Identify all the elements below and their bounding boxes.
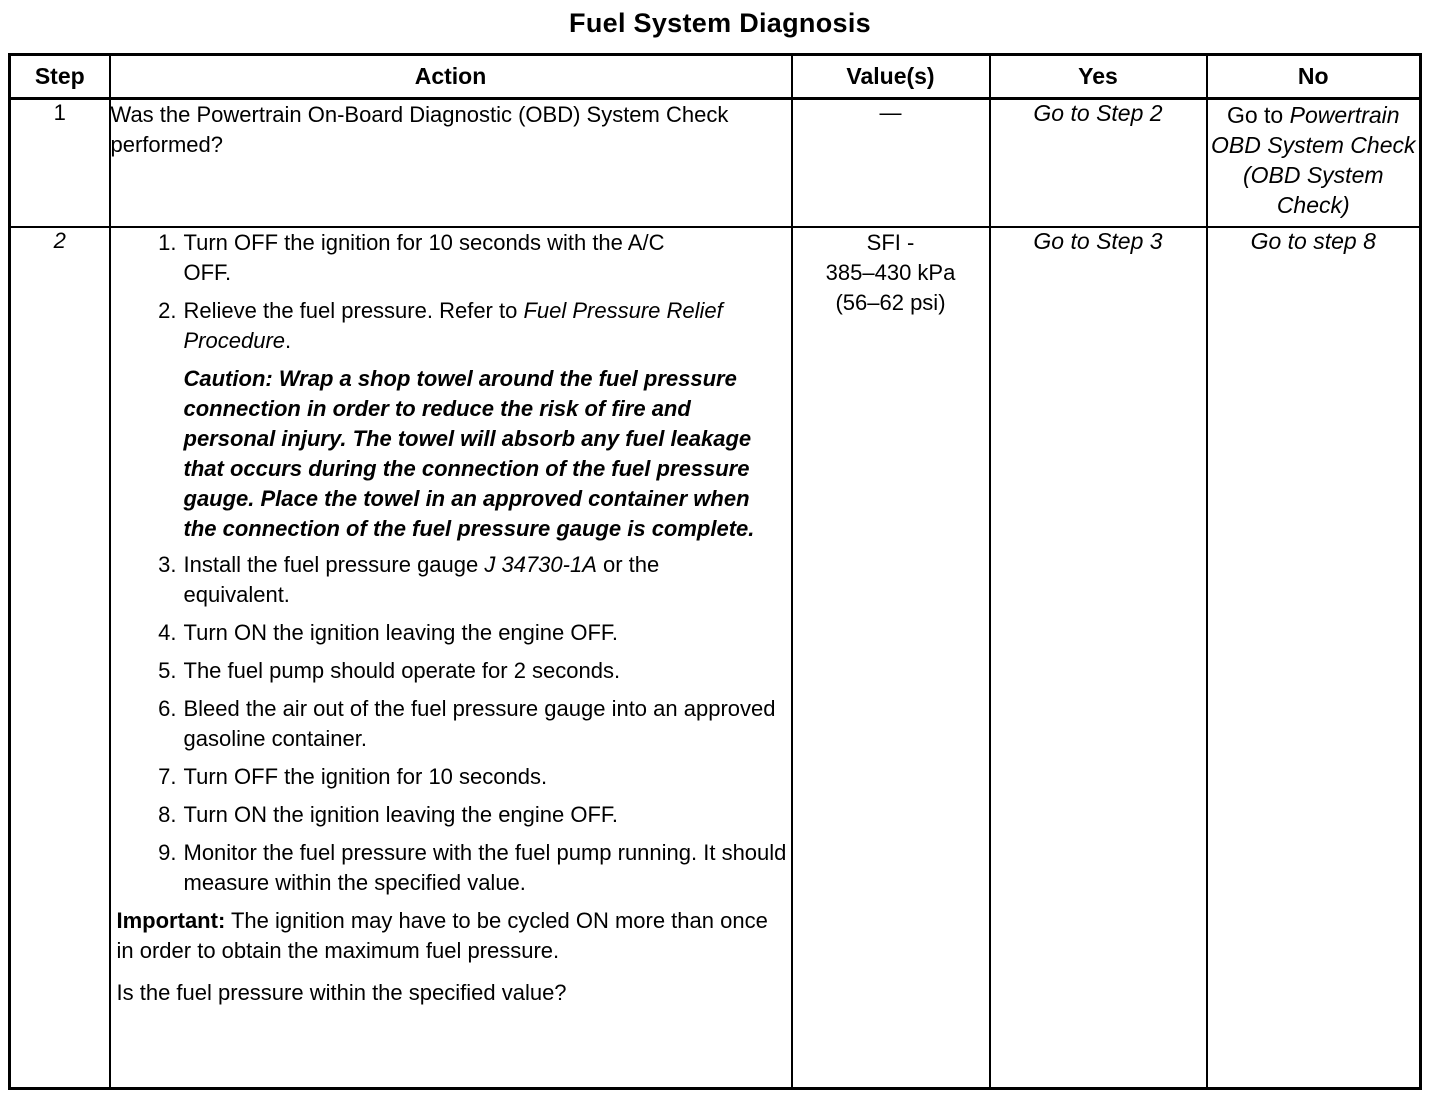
list-item: 3. Install the fuel pressure gauge J 34730-1A or the equivalent. <box>158 551 660 607</box>
list-item: 5. The fuel pump should operate for 2 seconds. <box>158 657 621 683</box>
header-yes: Yes <box>990 55 1207 99</box>
list-item: 9. Monitor the fuel pressure with the fuel pump running. It should measure within the specified value. <box>158 839 787 895</box>
no-cell <box>1207 99 1421 227</box>
procedure-list <box>111 228 791 356</box>
header-row <box>10 55 1421 99</box>
document-title: Fuel System Diagnosis <box>569 8 871 38</box>
tool-reference: J 34730-1A <box>484 551 597 577</box>
action-cell <box>110 227 792 1089</box>
action-text: Was the Powertrain On-Board Diagnostic (OBD) System Check performed? <box>110 102 729 157</box>
table-row-step-2 <box>10 227 1421 1089</box>
list-item: 7. Turn OFF the ignition for 10 seconds. <box>158 763 548 789</box>
yes-goto-step-2[interactable]: Go to Step 2 <box>1033 100 1163 126</box>
procedure-link[interactable]: Fuel Pressure Relief Procedure <box>183 297 723 353</box>
header-action: Action <box>110 55 792 99</box>
value-line-1: SFI - <box>866 229 915 255</box>
value-cell <box>792 99 990 227</box>
important-label: Important: <box>116 907 226 933</box>
procedure-list-continued <box>111 550 791 898</box>
yes-goto-step-3[interactable]: Go to Step 3 <box>1033 227 1163 254</box>
table-row-step-1 <box>10 99 1421 227</box>
yes-cell <box>990 99 1207 227</box>
yes-cell <box>990 227 1207 1089</box>
list-item: 4. Turn ON the ignition leaving the engine OFF. <box>158 619 619 645</box>
value-cell <box>792 227 990 1089</box>
value-dash: — <box>879 100 902 125</box>
value-line-2: 385–430 kPa <box>825 259 956 285</box>
list-item: 6. Bleed the air out of the fuel pressure gauge into an approved gasoline container. <box>158 695 776 751</box>
diagnosis-table <box>8 53 1422 1090</box>
header-no: No <box>1207 55 1421 99</box>
question-text: Is the fuel pressure within the specified value? <box>116 979 567 1005</box>
no-link-obd-check[interactable]: Powertrain OBD System Check (OBD System Check) <box>1211 102 1416 218</box>
list-item: 2. Relieve the fuel pressure. Refer to Fuel Pressure Relief Procedure. <box>158 297 723 353</box>
caution-note: Caution: Wrap a shop towel around the fuel pressure connection in order to reduce the risk of fire and personal injury. The towel will absorb any fuel leakage that occurs during the connection of the fuel pressure gauge. Place the towel in an approved container when the connection of the fuel pressure gauge is complete. <box>183 365 755 541</box>
list-item: 8. Turn ON the ignition leaving the engine OFF. <box>158 801 619 827</box>
header-values: Value(s) <box>792 55 990 99</box>
important-text: The ignition may have to be cycled ON more than once in order to obtain the maximum fuel pressure. <box>116 907 768 963</box>
step-number: 2 <box>10 227 110 1089</box>
list-item: 1. Turn OFF the ignition for 10 seconds with the A/C OFF. <box>158 229 665 285</box>
action-cell <box>110 99 792 227</box>
no-cell <box>1207 227 1421 1089</box>
no-goto-step-8[interactable]: Go to step 8 <box>1250 227 1376 254</box>
header-step: Step <box>10 55 110 99</box>
important-note <box>117 906 777 966</box>
no-prefix: Go to <box>1226 102 1284 128</box>
step-number: 1 <box>10 99 110 227</box>
value-line-3: (56–62 psi) <box>835 289 946 315</box>
